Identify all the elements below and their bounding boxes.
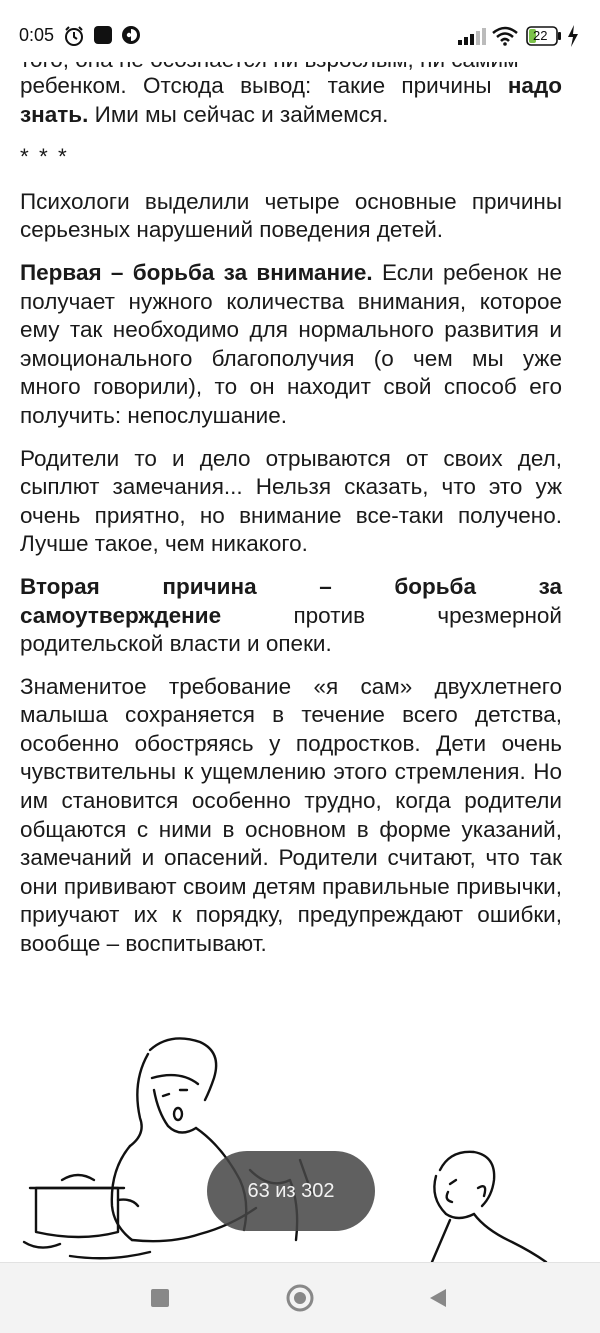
paragraph-3 [20, 259, 562, 431]
paragraph-2: Психологи выделили четыре основные причины серьезных нарушений поведения детей. [20, 188, 562, 243]
paragraph-1-bold-2: знать. [20, 101, 89, 127]
recents-square-icon[interactable] [150, 1288, 170, 1313]
app-notification-icon [93, 25, 113, 50]
status-time: 0:05 [19, 25, 55, 45]
paragraph-6: Знаменитое требование «я сам» двухлетнего малыша сохраняется в течение всего детства, особенно обостряясь у подростков. Дети очень чувствительны к ущемлению этого стремления. Но им становится особенно трудно, когда родители общаются с ними в основном в форме указаний, замечаний и опасений. Родители считают, что так они прививают своим детям правильные привычки, приучают их к порядку, предупреждают ошибки, вообще – воспитывают. [20, 673, 562, 957]
paragraph-5-line-3: родительской власти и опеки. [20, 631, 332, 657]
paragraph-1-line-2: ребенком. Отсюда вывод: такие причины [20, 73, 492, 98]
signal-icon [458, 27, 486, 50]
page-indicator[interactable] [207, 1151, 375, 1231]
paragraph-5 [20, 573, 562, 659]
back-triangle-icon[interactable] [428, 1287, 448, 1314]
section-separator: * * * [20, 144, 69, 170]
paragraph-4: Родители то и дело отрываются от своих дел, сыплют замечания... Нельзя сказать, что это уж очень приятно, но внимание все-таки получено. Лучше такое, чем никакого. [20, 445, 562, 557]
paragraph-5-heading-line-1: Вторая причина – борьба за [20, 573, 562, 599]
paragraph-1-rest: Ими мы сейчас и займемся. [94, 101, 389, 127]
paragraph-1 [20, 72, 562, 129]
paragraph-5-rest: против чрезмерной [293, 602, 562, 628]
home-circle-icon[interactable] [286, 1284, 314, 1317]
page-indicator-label: 63 из 302 [247, 1179, 335, 1202]
paragraph-1-bold: надо [507, 73, 562, 98]
charging-icon [567, 25, 579, 52]
app-notification-icon-2 [121, 25, 141, 50]
paragraph-5-heading-line-2: самоутверждение [20, 602, 222, 628]
status-bar [0, 0, 600, 62]
paragraph-3-text: Если ребенок не получает нужного количества внимания, которое ему так необходимо для нормального развития и эмоционального благополучия (о чем мы уже много говорили), то он находит свой способ его получить: непослушание. [20, 259, 562, 428]
paragraph-3-heading: Первая – борьба за внимание. [20, 259, 373, 285]
wifi-icon [492, 26, 518, 51]
battery-level: 22 [533, 28, 548, 43]
system-navigation-bar [0, 1262, 600, 1333]
alarm-icon [63, 25, 85, 52]
